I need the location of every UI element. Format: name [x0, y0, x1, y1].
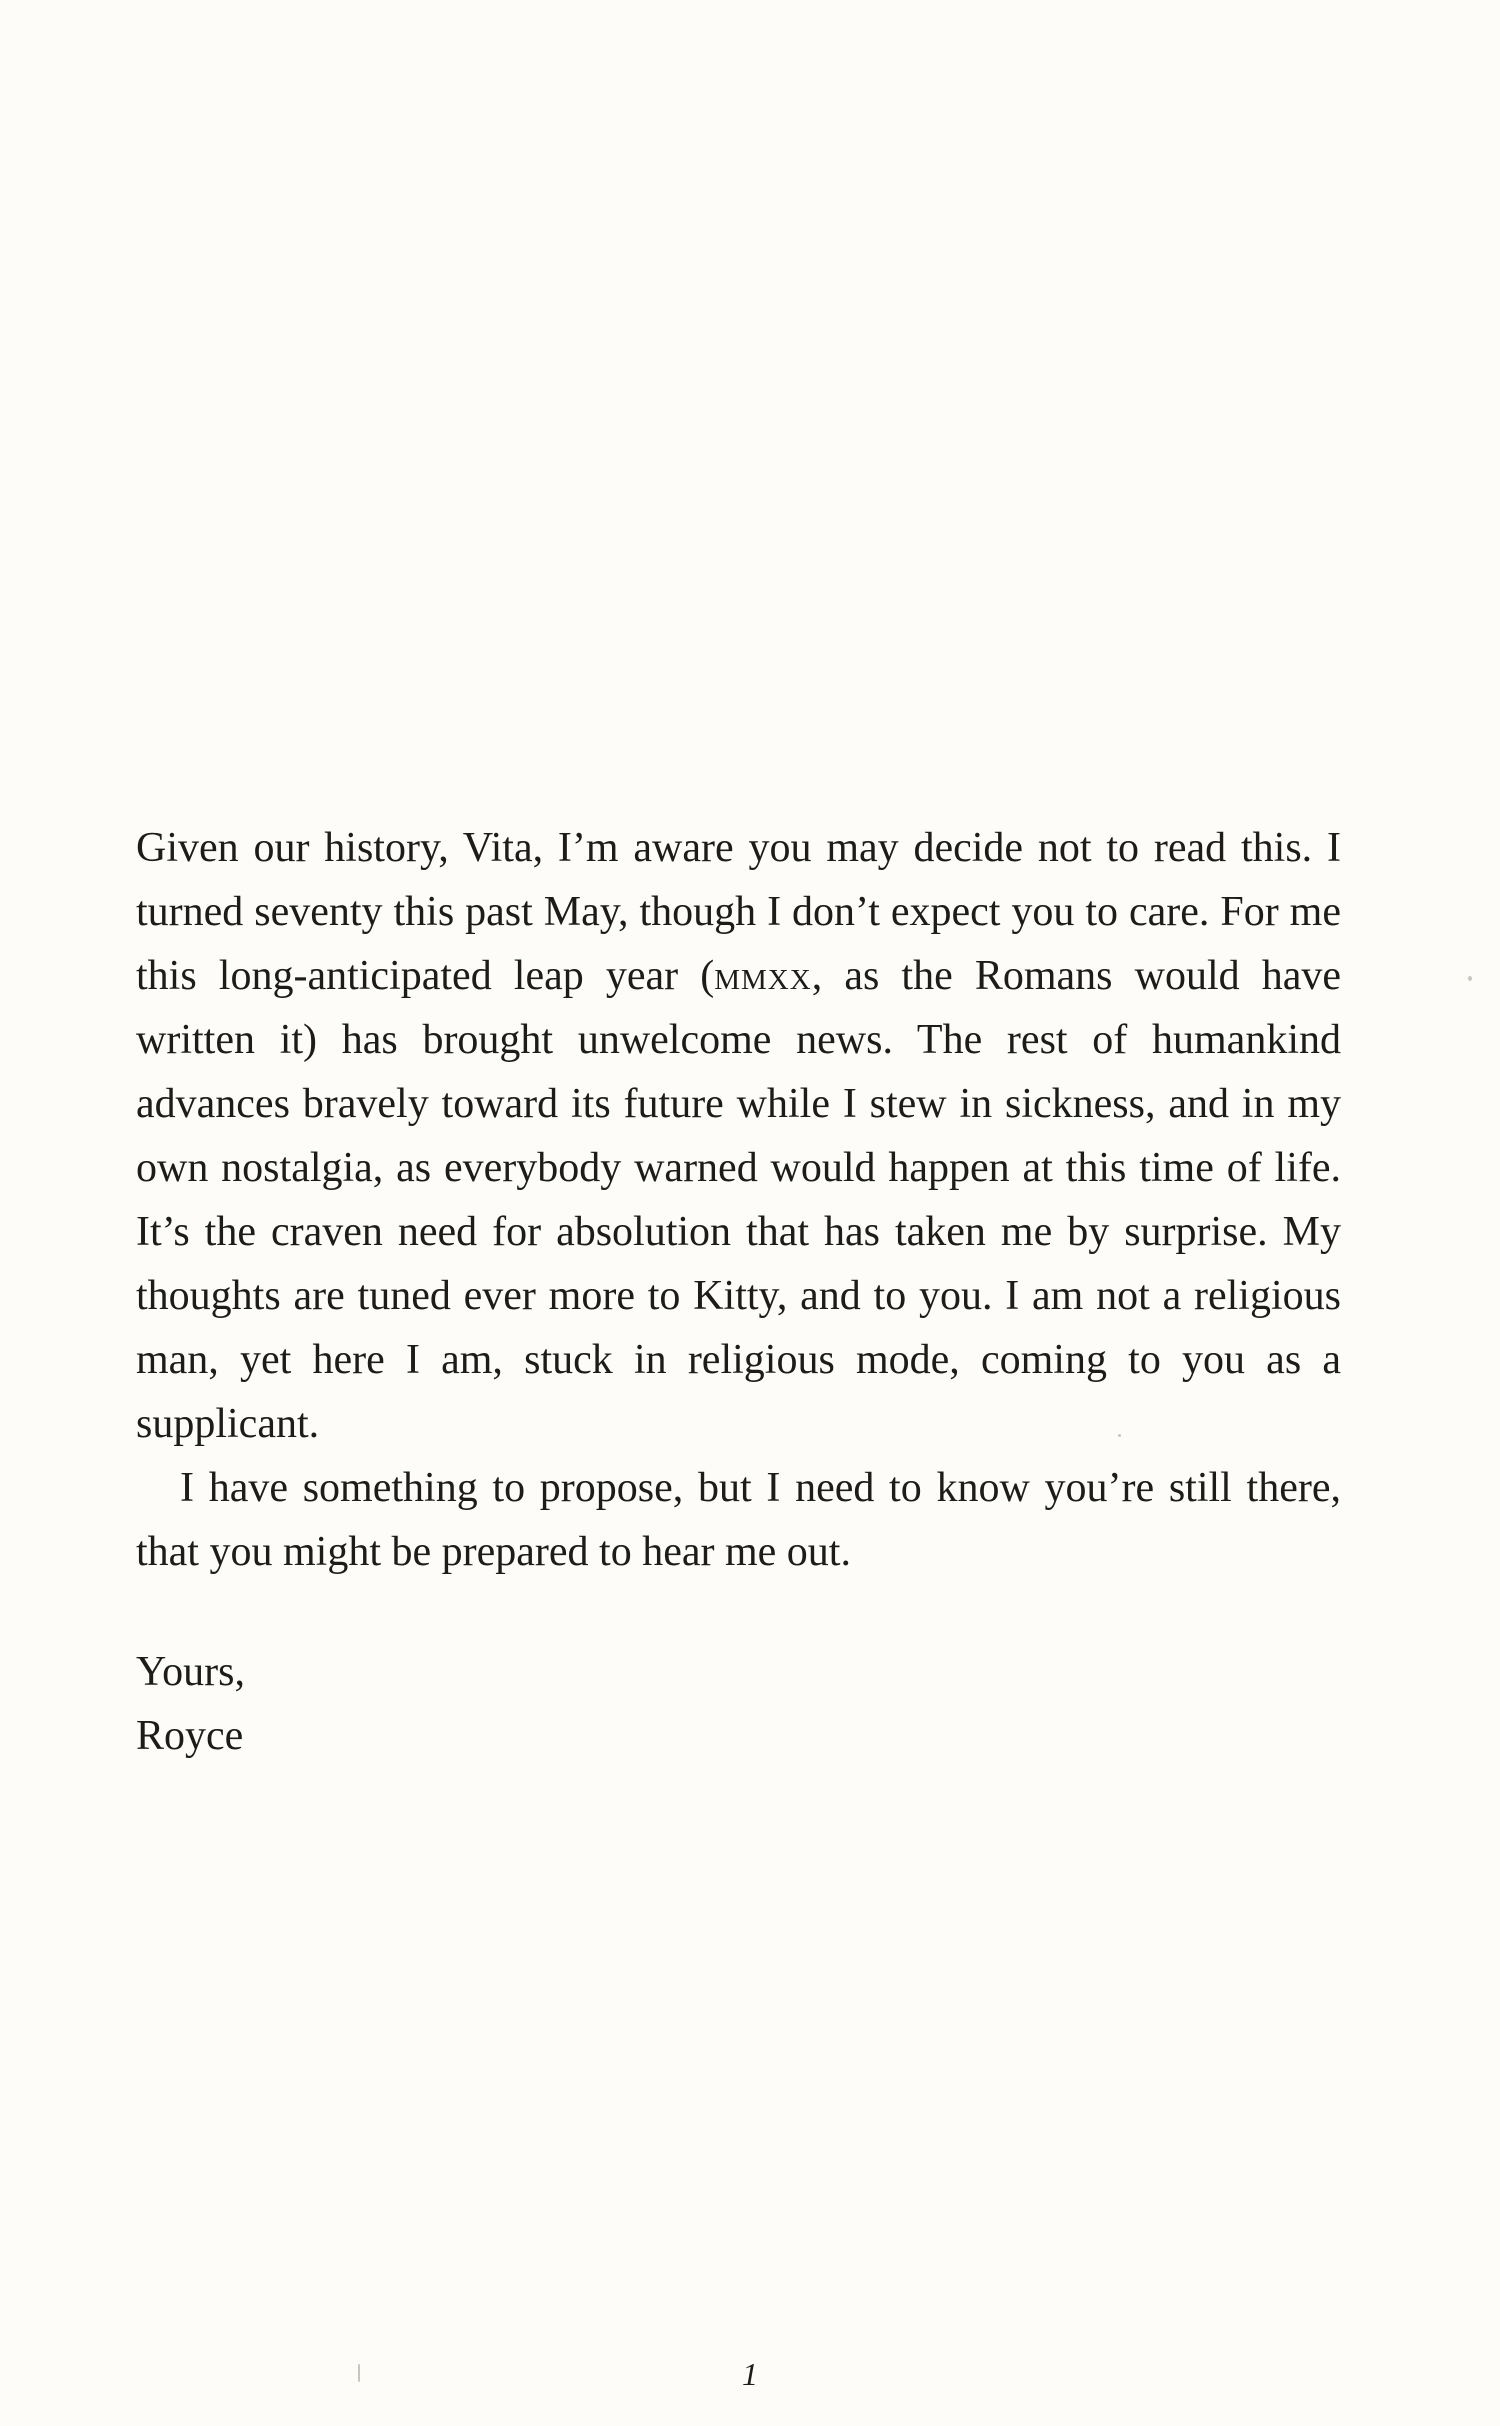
scan-speck [358, 2364, 360, 2382]
roman-numeral-year: mmxx [714, 953, 812, 999]
letter-paragraph-1 [136, 816, 1341, 1456]
scan-speck [1468, 976, 1472, 981]
letter-closing: Yours, [136, 1649, 245, 1695]
letter-closing-block [136, 1640, 1341, 1768]
letter-signature: Royce [136, 1713, 244, 1759]
paragraph-1-text-start: Given our history, Vita, I’m aware you may decide not to read this. I turned seventy this past May, though I don’t expect you to care. For me this long-anticipated leap year ( [136, 825, 1341, 999]
letter-body [136, 816, 1341, 1768]
scan-speck [1118, 1434, 1121, 1437]
paragraph-1-text-end: , as the Romans would have written it) has brought unwelcome news. The rest of humankind advances bravely toward its future while I stew in sickness, and in my own nostalgia, as everybody warned would happen at this time of life. It’s the craven need for absolution that has taken me by surprise. My thoughts are tuned ever more to Kitty, and to you. I am not a religious man, yet here I am, stuck in religious mode, coming to you as a supplicant. [136, 953, 1341, 1447]
page-number: 1 [742, 2356, 758, 2392]
letter-paragraph-2: I have something to propose, but I need to know you’re still there, that you might be prepared to hear me out. [136, 1465, 1341, 1575]
